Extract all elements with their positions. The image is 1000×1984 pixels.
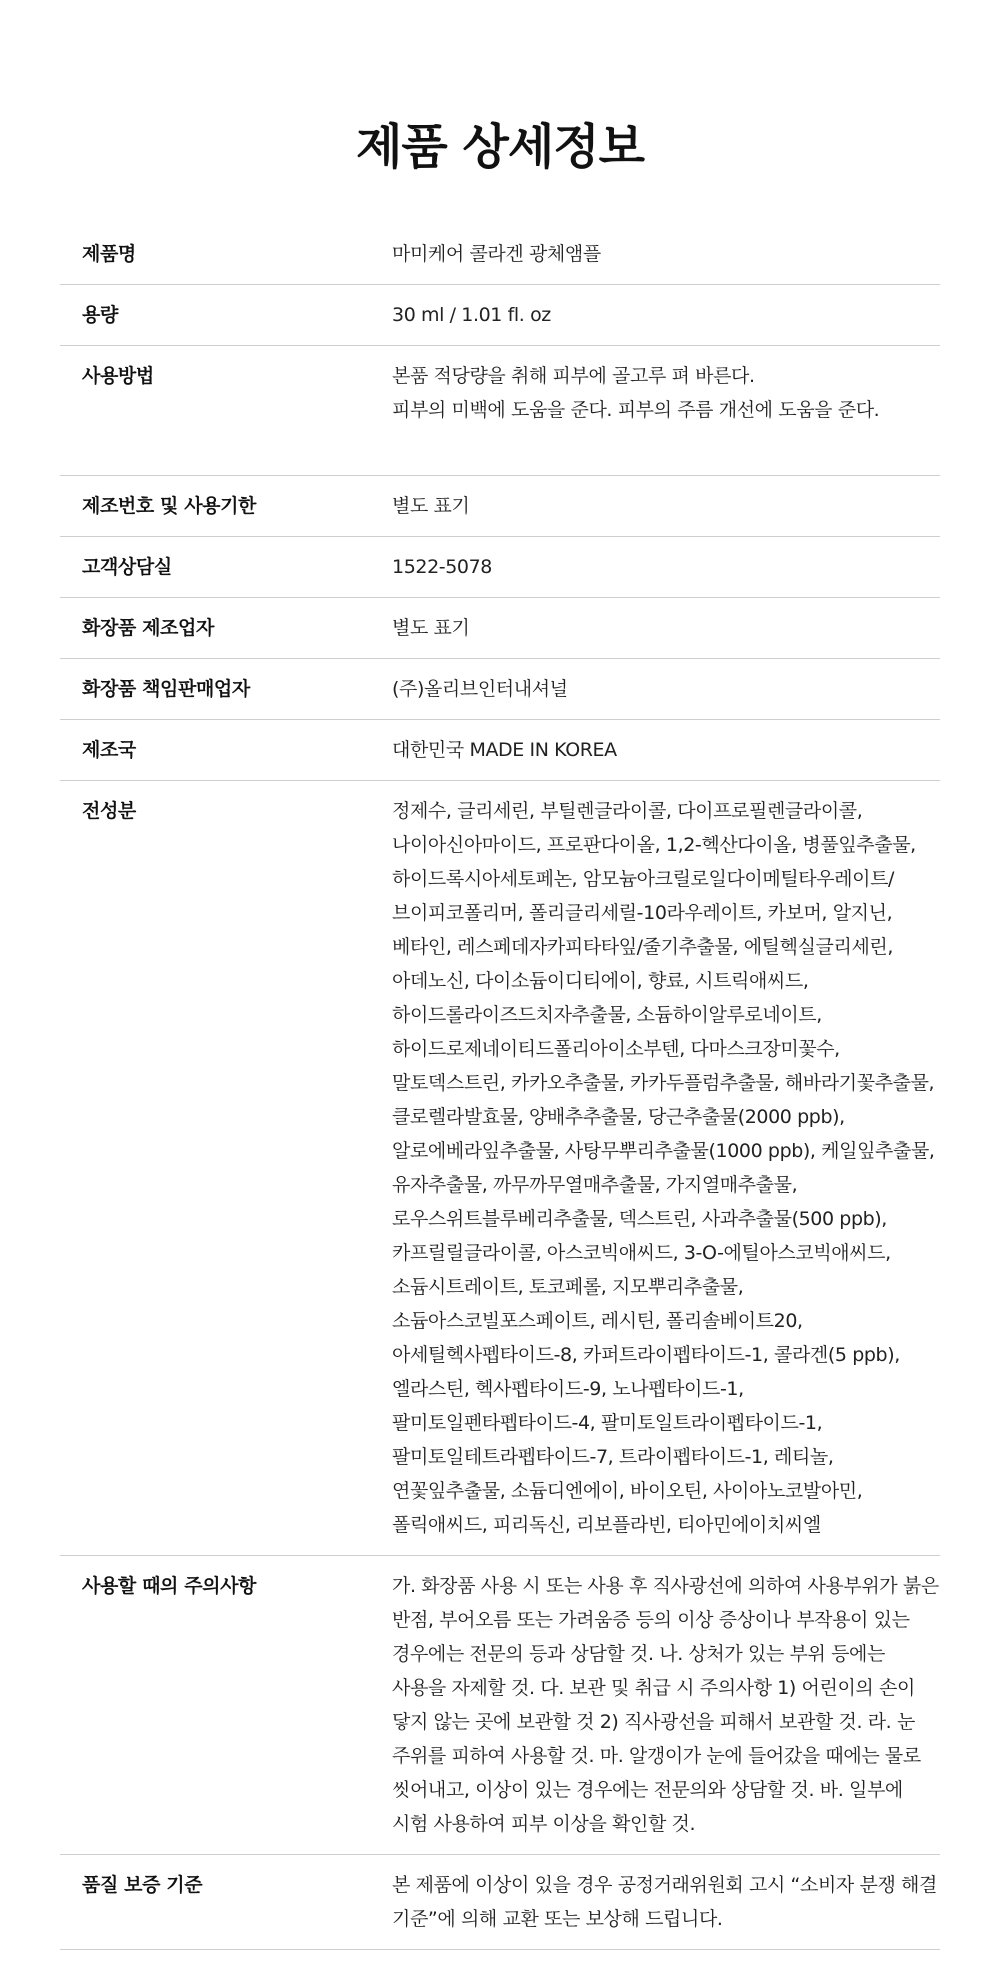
usage-line: 피부의 미백에 도움을 준다. 피부의 주름 개선에 도움을 준다.: [392, 399, 880, 421]
row-ingredients: [60, 781, 940, 1556]
row-value: 별도 표기: [392, 598, 940, 659]
row-label: 제품명: [60, 224, 392, 285]
row-value: 대한민국 MADE IN KOREA: [392, 720, 940, 781]
row-product-name: [60, 224, 940, 285]
row-precautions: [60, 1556, 940, 1855]
row-manufacturer: [60, 598, 940, 659]
row-value: [392, 346, 940, 476]
row-value: 마미케어 콜라겐 광체앰플: [392, 224, 940, 285]
row-label: 전성분: [60, 781, 392, 1556]
row-label: 사용할 때의 주의사항: [60, 1556, 392, 1855]
row-label: 고객상담실: [60, 537, 392, 598]
row-usage: [60, 346, 940, 476]
row-quality: [60, 1855, 940, 1950]
row-value: (주)올리브인터내셔널: [392, 659, 940, 720]
row-value: 30 ml / 1.01 fl. oz: [392, 285, 940, 346]
row-value: 1522-5078: [392, 537, 940, 598]
usage-line: 본품 적당량을 취해 피부에 골고루 펴 바른다.: [392, 365, 755, 387]
row-label: 화장품 책임판매업자: [60, 659, 392, 720]
row-value: 별도 표기: [392, 476, 940, 537]
row-label: 품질 보증 기준: [60, 1855, 392, 1950]
row-label: 제조번호 및 사용기한: [60, 476, 392, 537]
product-detail-table: [60, 224, 940, 1950]
row-value: 본 제품에 이상이 있을 경우 공정거래위원회 고시 “소비자 분쟁 해결 기준”에 의해 교환 또는 보상해 드립니다.: [392, 1855, 940, 1950]
row-value: 정제수, 글리세린, 부틸렌글라이콜, 다이프로필렌글라이콜, 나이아신아마이드, 프로판다이올, 1,2-헥산다이올, 병풀잎추출물, 하이드록시아세토페논, 암모늄아크릴로일다이메틸타우레이트/브이피코폴리머, 폴리글리세릴-10라우레이트, 카보머, 알지닌, 베타인, 레스페데자카피타타잎/줄기추출물, 에틸헥실글리세린, 아데노신, 다이소듐이디티에이, 향료, 시트릭애씨드, 하이드롤라이즈드치자추출물, 소듐하이알루로네이트, 하이드로제네이티드폴리아이소부텐, 다마스크장미꽃수, 말토덱스트린, 카카오추출물, 카카두플럼추출물, 해바라기꽃추출물, 클로렐라발효물, 양배추추출물, 당근추출물(2000 ppb), 알로에베라잎추출물, 사탕무뿌리추출물(1000 ppb), 케일잎추출물, 유자추출물, 까무까무열매추출물, 가지열매추출물, 로우스위트블루베리추출물, 덱스트린, 사과추출물(500 ppb), 카프릴릴글라이콜, 아스코빅애씨드, 3-O-에틸아스코빅애씨드, 소듐시트레이트, 토코페롤, 지모뿌리추출물, 소듐아스코빌포스페이트, 레시틴, 폴리솔베이트20, 아세틸헥사펩타이드-8, 카퍼트라이펩타이드-1, 콜라겐(5 ppb), 엘라스틴, 헥사펩타이드-9, 노나펩타이드-1, 팔미토일펜타펩타이드-4, 팔미토일트라이펩타이드-1, 팔미토일테트라펩타이드-7, 트라이펩타이드-1, 레티놀, 연꽃잎추출물, 소듐디엔에이, 바이오틴, 사이아노코발아민, 폴릭애씨드, 피리독신, 리보플라빈, 티아민에이치씨엘: [392, 781, 940, 1556]
row-customer-service: [60, 537, 940, 598]
row-lot-expiry: [60, 476, 940, 537]
row-distributor: [60, 659, 940, 720]
row-label: 사용방법: [60, 346, 392, 476]
page-title: 제품 상세정보: [356, 119, 644, 175]
row-label: 제조국: [60, 720, 392, 781]
row-volume: [60, 285, 940, 346]
row-country: [60, 720, 940, 781]
row-label: 화장품 제조업자: [60, 598, 392, 659]
row-label: 용량: [60, 285, 392, 346]
row-value: 가. 화장품 사용 시 또는 사용 후 직사광선에 의하여 사용부위가 붉은 반점, 부어오름 또는 가려움증 등의 이상 증상이나 부작용이 있는 경우에는 전문의 등과 상담할 것. 나. 상처가 있는 부위 등에는 사용을 자제할 것. 다. 보관 및 취급 시 주의사항 1) 어린이의 손이 닿지 않는 곳에 보관할 것 2) 직사광선을 피해서 보관할 것. 라. 눈 주위를 피하여 사용할 것. 마. 알갱이가 눈에 들어갔을 때에는 물로 씻어내고, 이상이 있는 경우에는 전문의와 상담할 것. 바. 일부에 시험 사용하여 피부 이상을 확인할 것.: [392, 1556, 940, 1855]
